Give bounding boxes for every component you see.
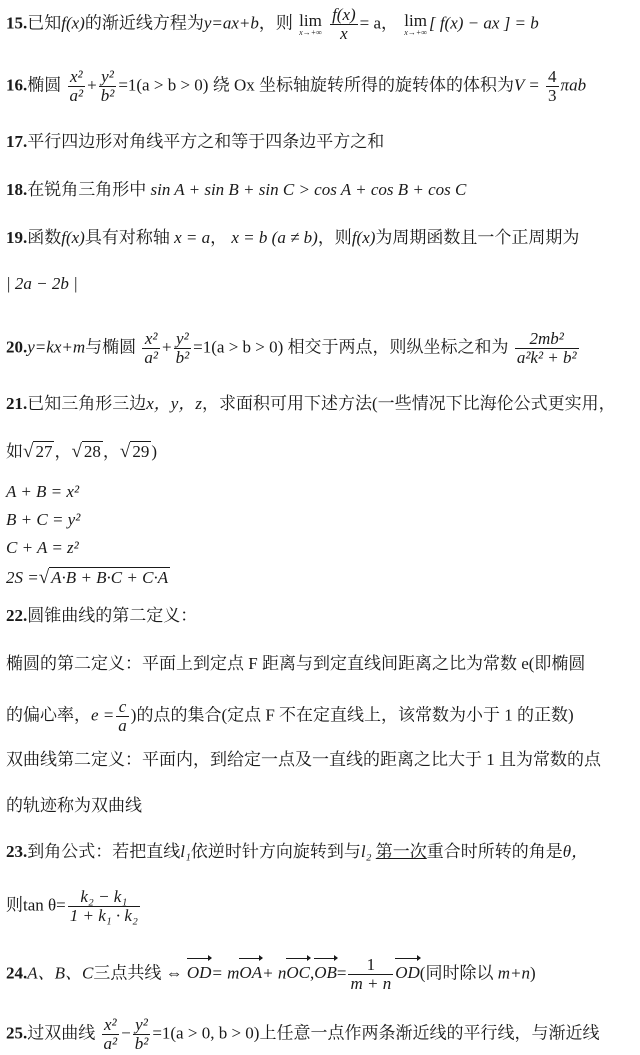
limit-operator: lim x→+∞ — [299, 10, 322, 37]
item-20: 20.y=kx+m与椭圆 $\frac{\text{x²}}{\text{a²}}$ + $\frac{\text{y²}}{\text{b²}}$ =1(a > b > 0) 相交于两点，则纵坐标之和为 $\frac{\text{2mb²}}{\text{a²k² + b²}}$ — [6, 329, 577, 367]
item-19-period: | 2a − 2b | — [6, 274, 78, 293]
item-22-hyperbola-def-2: 的轨迹称为双曲线 — [6, 796, 142, 815]
item-21-eq-2: B + C = y² — [6, 510, 81, 529]
hyperbola-x-fraction: $\frac{\text{x²}}{\text{a²}}$ — [103, 1015, 118, 1053]
item-23-formula: 则tan θ= $\frac{\text{k₂ − k₁}}{\text{1 + k₁ · k₂}}$ — [6, 887, 138, 925]
item-15: 15.已知f(x)的渐近线方程为y=ax+b，则 lim x→+∞ $\frac{f(x)}{x}$ = a， lim x→+∞ [ f(x) − ax ] = b — [6, 5, 539, 43]
sqrt-27: √ 27 — [23, 441, 53, 462]
item-21-eq-3: C + A = z² — [6, 538, 79, 557]
item-21-eq-1: A + B = x² — [6, 482, 80, 501]
item-22: 22.圆锥曲线的第二定义： — [6, 606, 198, 625]
item-23: 23.到角公式：若把直线l₁依逆时针方向旋转到与l₂ 第一次重合时所转的角是θ， — [6, 842, 589, 861]
item-24: 24.A、B、C三点共线 ⇔ OD= mOA+ nOC,OB= $\frac{1}{m + n}$ OD(同时除以 m+n) — [6, 955, 536, 993]
ellipse-x-fraction: $\frac{\text{x²}}{\text{a²}}$ — [69, 67, 84, 105]
sqrt-area: √ A·B + B·C + C·A — [38, 567, 169, 588]
eccentricity-fraction: $\frac{c}{a}$ — [118, 697, 127, 735]
item-22-hyperbola-def: 双曲线第二定义：平面内，到给定一点及一直线的距离之比大于 1 且为常数的点 — [6, 750, 601, 769]
limit-operator-2: lim x→+∞ — [404, 10, 427, 37]
hyperbola-y-fraction: $\frac{\text{y²}}{\text{b²}}$ — [134, 1015, 149, 1053]
item-22-ellipse-def-2: 的偏心率，e = $\frac{c}{a}$ )的点的集合(定点 F 不在定直线上，该常数为小于 1 的正数) — [6, 697, 574, 735]
ellipse-x-fraction: $\frac{\text{x²}}{\text{a²}}$ — [144, 329, 158, 367]
angle-fraction: $\frac{\text{k₂ − k₁}}{\text{1 + k₁ · k₂}}$ — [69, 887, 138, 925]
item-18: 18.在锐角三角形中 sin A + sin B + sin C > cos A + cos B + cos C — [6, 180, 467, 199]
item-25: 25.过双曲线 $\frac{\text{x²}}{\text{a²}}$ − $\frac{\text{y²}}{\text{b²}}$ =1(a > 0, b > 0)上任意一点作两条渐近线的平行线，与渐近线 — [6, 1015, 600, 1053]
sum-fraction: $\frac{\text{2mb²}}{\text{a²k² + b²}}$ — [516, 329, 577, 367]
ellipse-y-fraction: $\frac{\text{y²}}{\text{b²}}$ — [100, 67, 115, 105]
sqrt-28: √ 28 — [71, 441, 101, 462]
ratio-fraction: $\frac{1}{m + n}$ — [350, 955, 392, 993]
item-21-eq-4: 2S =√ A·B + B·C + C·A — [6, 567, 169, 588]
sqrt-29: √ 29 — [119, 441, 150, 462]
item-22-ellipse-def: 椭圆的第二定义：平面上到定点 F 距离与到定直线间距离之比为常数 e(即椭圆 — [6, 654, 586, 673]
item-17: 17.平行四边形对角线平方之和等于四条边平方之和 — [6, 132, 385, 151]
item-21-examples: 如√ 27 ，√ 28 ，√ 29 ) — [6, 441, 157, 462]
volume-fraction: $\frac{4}{3}$ — [548, 67, 557, 105]
item-16: 16.椭圆 $\frac{\text{x²}}{\text{a²}}$ + $\frac{\text{y²}}{\text{b²}}$ =1(a > b > 0) 绕 Ox 坐标轴旋转所得的旋转体的体积为V = $\frac{4}{3}$ πab — [6, 67, 587, 105]
item-21: 21.已知三角形三边x，y，z，求面积可用下述方法(一些情况下比海伦公式更实用， — [6, 394, 616, 413]
item-19: 19.函数f(x)具有对称轴 x = a， x = b (a ≠ b)，则f(x)为周期函数且一个正周期为 — [6, 228, 580, 247]
ellipse-y-fraction: $\frac{\text{y²}}{\text{b²}}$ — [175, 329, 190, 367]
fraction: $\frac{f(x)}{x}$ — [332, 5, 356, 43]
